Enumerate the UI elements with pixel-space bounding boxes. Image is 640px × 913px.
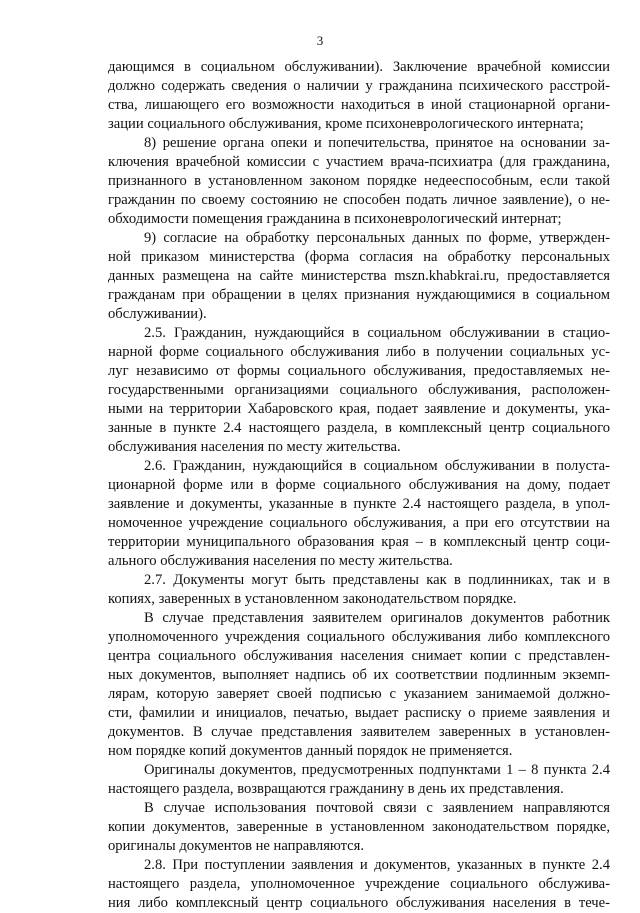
- text-line: 9) согласие на обработку персональных данных по форме, утвержден-: [144, 230, 610, 246]
- document-body: [108, 58, 610, 913]
- text-line: сти, фамилии и инициалов, печатью, выдает расписку о приеме заявления и: [108, 705, 610, 721]
- text-line: В случае использования почтовой связи с заявлением направляются: [144, 800, 610, 816]
- text-line: Оригиналы документов, предусмотренных подпунктами 1 – 8 пункта 2.4: [144, 762, 610, 778]
- text-line: должно содержать сведения о наличии у гражданина психического расстрой-: [108, 78, 610, 94]
- text-line: 2.5. Гражданин, нуждающийся в социальном обслуживании в стацио-: [144, 325, 610, 341]
- text-line: заявление и документы, указанные в пункте 2.4 настоящего раздела, в упол-: [108, 496, 610, 512]
- text-line: настоящего раздела, уполномоченное учреждение социального обслужива-: [108, 876, 610, 892]
- text-line: 8) решение органа опеки и попечительства, принятое на основании за-: [144, 135, 610, 151]
- text-line: нарной форме социального обслуживания либо в получении социальных ус-: [108, 344, 610, 360]
- text-line: луг независимо от формы социального обслуживания, предоставляемых не-: [108, 363, 610, 379]
- page-number: 3: [316, 33, 324, 48]
- text-line: ключения врачебной комиссии с участием врача-психиатра (для гражданина,: [108, 154, 610, 170]
- text-line: 2.6. Гражданин, нуждающийся в социальном обслуживании в полуста-: [144, 458, 610, 474]
- text-line: уполномоченного учреждения социального обслуживания либо комплексного: [108, 629, 610, 645]
- text-line: центра социального обслуживания населения снимает копии с представлен-: [108, 648, 610, 664]
- text-line: В случае представления заявителем оригиналов документов работник: [144, 610, 610, 626]
- text-line: ными на территории Хабаровского края, подает заявление и документы, ука-: [108, 401, 610, 417]
- text-line: ном порядке копий документов данный порядок не применяется.: [108, 743, 513, 759]
- text-line: 2.7. Документы могут быть представлены как в подлинниках, так и в: [144, 572, 610, 588]
- text-line: ния либо комплексный центр социального обслуживания населения в тече-: [108, 895, 610, 911]
- text-line: копиях, заверенных в установленном законодательством порядке.: [108, 591, 517, 607]
- text-line: настоящего раздела, возвращаются гражданину в день их представления.: [108, 781, 564, 797]
- text-line: ционарной форме или в форме социального обслуживания на дому, подает: [108, 477, 610, 493]
- text-line: документов. В случае представления заявителем заверенных в установлен-: [108, 724, 610, 740]
- text-line: гражданам при обращении в целях признания нуждающимися в социальном: [108, 287, 610, 303]
- text-line: 2.8. При поступлении заявления и документов, указанных в пункте 2.4: [144, 857, 610, 873]
- text-line: копии документов, заверенные в установленном законодательством порядке,: [108, 819, 610, 835]
- text-line: территории муниципального образования края – в комплексный центр соци-: [108, 534, 610, 550]
- text-line: данных размещена на сайте министерства mszn.khabkrai.ru, предоставляется: [108, 268, 610, 284]
- text-line: ных документов, выполняет надпись об их соответствии подлинным экземп-: [108, 667, 610, 683]
- text-line: обходимости помещения гражданина в психоневрологический интернат;: [108, 211, 562, 227]
- text-line: оригиналы документов не направляются.: [108, 838, 365, 854]
- text-line: занные в пункте 2.4 настоящего раздела, в комплексный центр социального: [108, 420, 610, 436]
- text-line: признанного в установленном законом порядке недееспособным, если такой: [108, 173, 610, 189]
- text-line: зации социального обслуживания, кроме психоневрологического интерната;: [108, 116, 584, 132]
- text-line: лярам, которую заверяет своей подписью с указанием занимаемой должно-: [108, 686, 610, 702]
- text-line: ства, лишающего его возможности находиться в иной стационарной органи-: [108, 97, 610, 113]
- text-line: ной приказом министерства (форма согласия на обработку персональных: [108, 249, 610, 265]
- text-line: обслуживании).: [108, 306, 207, 322]
- text-line: государственными организациями социального обслуживания, расположен-: [108, 382, 610, 398]
- text-line: номоченное учреждение социального обслуживания, а при его отсутствии на: [108, 515, 610, 531]
- text-line: гражданин по своему состоянию не способен подать личное заявление), о не-: [108, 192, 610, 208]
- text-line: дающимся в социальном обслуживании). Заключение врачебной комиссии: [108, 59, 610, 75]
- text-line: обслуживания населения по месту жительства.: [108, 439, 401, 455]
- text-line: ального обслуживания населения по месту жительства.: [108, 553, 453, 569]
